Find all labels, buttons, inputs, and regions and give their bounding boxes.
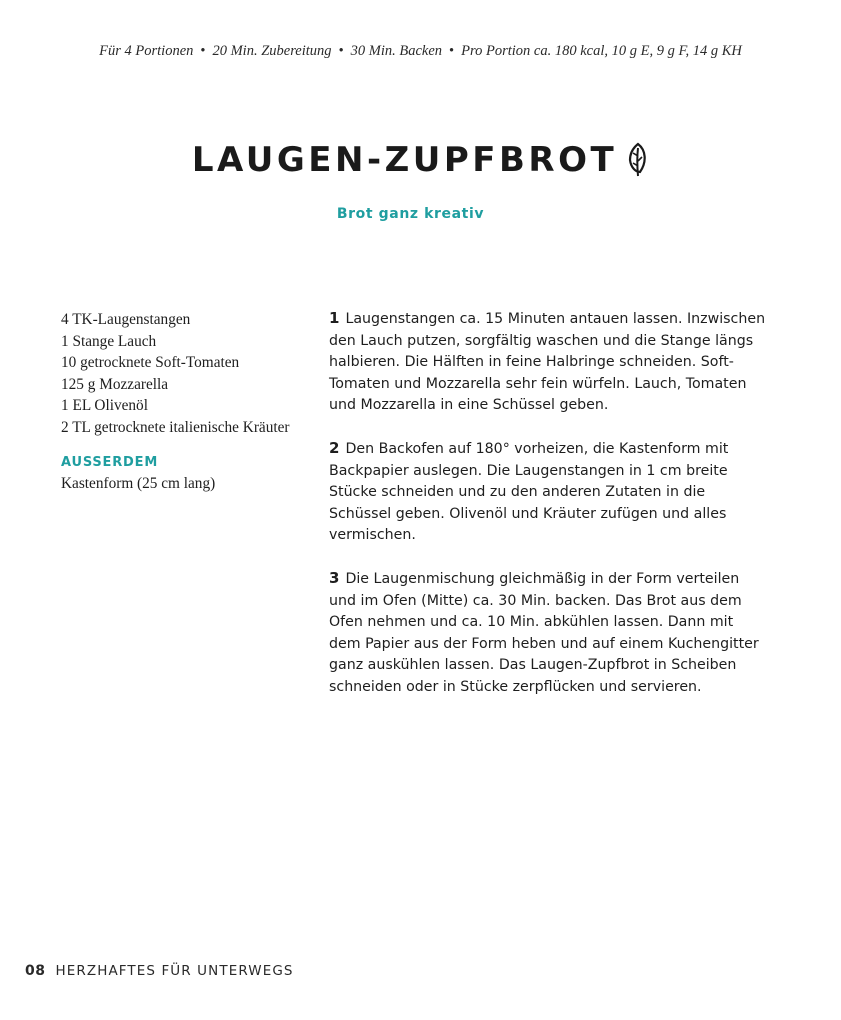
ingredient-list	[61, 309, 291, 439]
page-number: 08	[25, 963, 46, 979]
meta-bake-time: 30 Min. Backen	[350, 43, 443, 59]
step	[329, 308, 769, 417]
section-title: HERZHAFTES FÜR UNTERWEGS	[55, 963, 294, 979]
meta-separator: •	[200, 43, 206, 59]
instructions-column	[329, 308, 769, 720]
step-number: 1	[329, 309, 340, 327]
ingredient-item: 4 TK-Laugenstangen	[61, 311, 191, 328]
meta-separator: •	[338, 43, 344, 59]
step-text: Die Laugenmischung gleichmäßig in der Form verteilen und im Ofen (Mitte) ca. 30 Min. backen. Das Brot aus dem Ofen nehmen und ca. 10 Min. abkühlen lassen. Dann mit dem Papier aus der Form heben und auf einem Kuchengitter ganz auskühlen lassen. Das Laugen-Zupfbrot in Scheiben schneiden oder in Stücke zerpflücken und servieren.	[329, 570, 759, 695]
step-text: Laugenstangen ca. 15 Minuten antauen lassen. Inzwischen den Lauch putzen, sorgfältig waschen und die Stange längs halbieren. Die Hälften in feine Halbringe schneiden. Soft-Tomaten und Mozzarella sehr fein würfeln. Lauch, Tomaten und Mozzarella in eine Schüssel geben.	[329, 311, 766, 414]
extra-heading: AUSSERDEM	[61, 454, 159, 470]
step	[329, 568, 769, 699]
ingredient-item: 10 getrocknete Soft-Tomaten	[61, 354, 240, 372]
leaf-icon	[627, 142, 649, 178]
page-footer	[25, 963, 294, 979]
meta-nutrition: Pro Portion ca. 180 kcal, 10 g E, 9 g F, 14 g KH	[461, 43, 742, 59]
step-number: 3	[329, 568, 340, 587]
step	[329, 438, 769, 547]
step-number: 2	[329, 438, 340, 457]
ingredient-item: 1 Stange Lauch	[61, 332, 157, 350]
extra-item: Kastenform (25 cm lang)	[61, 474, 216, 492]
meta-separator: •	[449, 43, 455, 59]
ingredient-item: 1 EL Olivenöl	[61, 397, 148, 415]
recipe-title: LAUGEN-ZUPFBROT	[191, 140, 618, 180]
meta-prep-time: 20 Min. Zubereitung	[212, 43, 332, 59]
step-text: Den Backofen auf 180° vorheizen, die Kastenform mit Backpapier auslegen. Die Laugenstangen in 1 cm breite Stücke schneiden und zu den anderen Zutaten in die Schüssel geben. Olivenöl und Kräuter zufügen und alles vermischen.	[329, 440, 729, 544]
ingredient-item: 2 TL getrocknete italienische Kräuter	[61, 418, 290, 436]
recipe-meta	[0, 43, 841, 60]
title-block	[0, 140, 841, 180]
ingredients-column	[61, 309, 291, 494]
ingredient-item: 125 g Mozzarella	[61, 375, 169, 393]
extra-list	[61, 473, 291, 495]
meta-portions: Für 4 Portionen	[99, 43, 194, 59]
recipe-subtitle: Brot ganz kreativ	[336, 206, 485, 222]
